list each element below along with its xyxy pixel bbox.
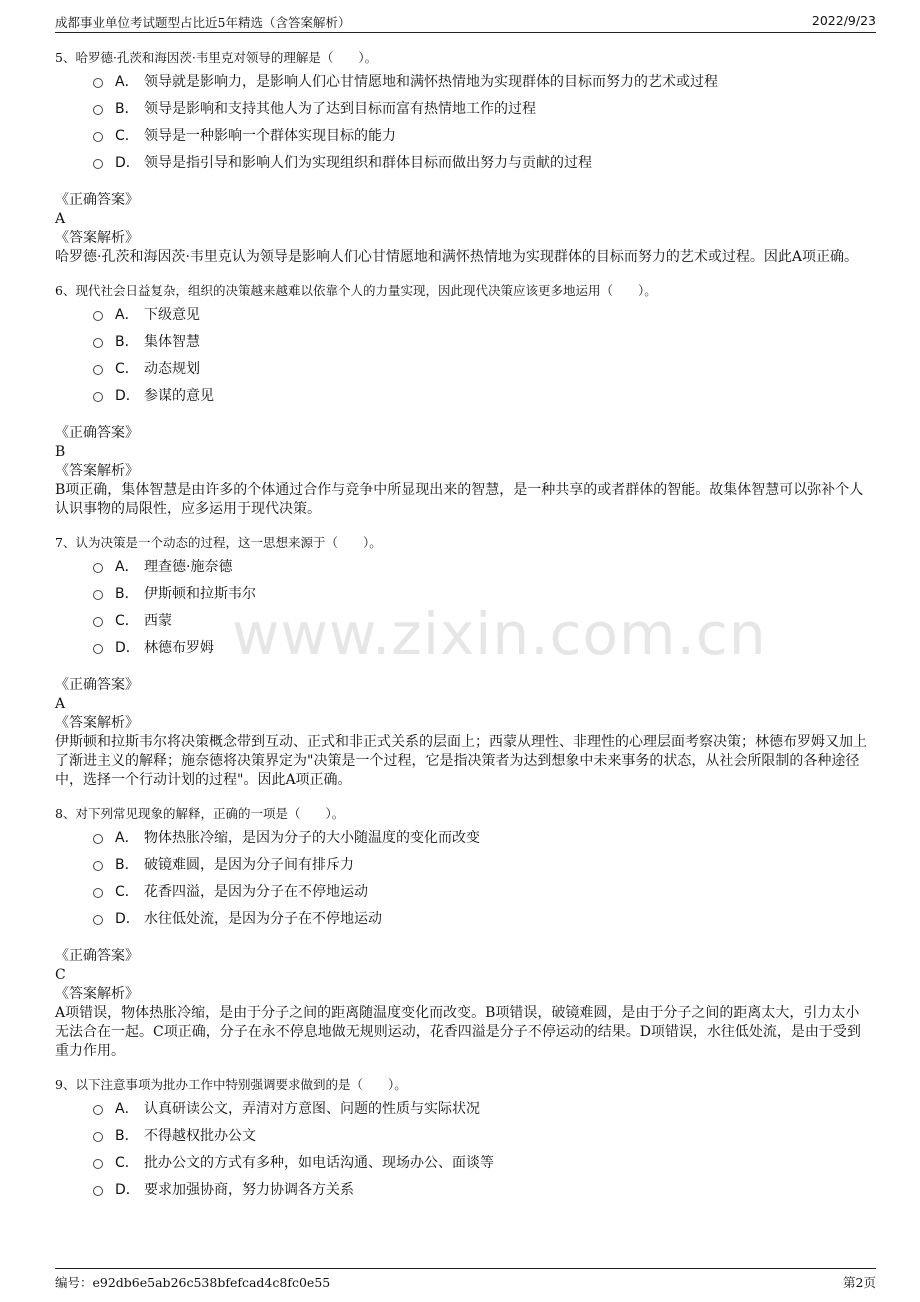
option-list bbox=[55, 69, 869, 177]
option-text: 物体热胀冷缩，是因为分子的大小随温度的变化而改变 bbox=[144, 830, 480, 846]
option-item[interactable] bbox=[93, 69, 869, 96]
option-letter: C． bbox=[115, 884, 139, 900]
correct-answer: A bbox=[55, 211, 66, 227]
option-letter: C． bbox=[115, 1155, 139, 1171]
question-text: 7、认为决策是一个动态的过程，这一思想来源于（ ）。 bbox=[55, 535, 382, 550]
radio-button-icon[interactable] bbox=[93, 1159, 103, 1169]
option-letter: B． bbox=[115, 586, 139, 602]
radio-button-icon[interactable] bbox=[93, 132, 103, 142]
option-item[interactable] bbox=[93, 150, 869, 177]
option-item[interactable] bbox=[93, 852, 869, 879]
option-item[interactable] bbox=[93, 879, 869, 906]
question-block bbox=[55, 806, 869, 1061]
radio-button-icon[interactable] bbox=[93, 563, 103, 573]
option-item[interactable] bbox=[93, 608, 869, 635]
option-item[interactable] bbox=[93, 329, 869, 356]
answer-section bbox=[55, 947, 869, 1061]
answer-label: 《正确答案》 bbox=[55, 425, 139, 441]
option-item[interactable] bbox=[93, 825, 869, 852]
option-item[interactable] bbox=[93, 356, 869, 383]
radio-button-icon[interactable] bbox=[93, 365, 103, 375]
radio-button-icon[interactable] bbox=[93, 861, 103, 871]
radio-button-icon[interactable] bbox=[93, 834, 103, 844]
option-text: 认真研读公文，弄清对方意图、问题的性质与实际状况 bbox=[144, 1101, 480, 1117]
option-text: 理查德·施奈德 bbox=[144, 559, 233, 575]
option-letter: D． bbox=[115, 388, 140, 404]
radio-button-icon[interactable] bbox=[93, 1132, 103, 1142]
analysis-text: A项错误，物体热胀冷缩，是由于分子之间的距离随温度变化而改变。B项错误，破镜难圆，是由于分子之间的距离太大，引力太小无法合在一起。C项正确，分子在永不停息地做无规则运动，花香四溢是分子不停运动的结果。D项错误，水往低处流，是由于受到重力作用。 bbox=[55, 1005, 861, 1059]
radio-button-icon[interactable] bbox=[93, 78, 103, 88]
option-text: 伊斯顿和拉斯韦尔 bbox=[144, 586, 256, 602]
radio-button-icon[interactable] bbox=[93, 915, 103, 925]
document-title: 成都事业单位考试题型占比近5年精选（含答案解析） bbox=[55, 15, 351, 30]
option-item[interactable] bbox=[93, 1123, 869, 1150]
option-text: 批办公文的方式有多种，如电话沟通、现场办公、面谈等 bbox=[144, 1155, 494, 1171]
question-text: 5、哈罗德·孔茨和海因茨·韦里克对领导的理解是（ ）。 bbox=[55, 50, 378, 65]
correct-answer: B bbox=[55, 444, 66, 460]
option-letter: A． bbox=[115, 1101, 139, 1117]
option-text: 领导就是影响力，是影响人们心甘情愿地和满怀热情地为实现群体的目标而努力的艺术或过程 bbox=[144, 74, 718, 90]
analysis-text: B项正确，集体智慧是由许多的个体通过合作与竞争中所显现出来的智慧，是一种共享的或者群体的智能。故集体智慧可以弥补个人认识事物的局限性，应多运用于现代决策。 bbox=[55, 482, 864, 517]
option-item[interactable] bbox=[93, 1150, 869, 1177]
option-letter: A． bbox=[115, 830, 139, 846]
radio-button-icon[interactable] bbox=[93, 644, 103, 654]
option-item[interactable] bbox=[93, 96, 869, 123]
radio-button-icon[interactable] bbox=[93, 1186, 103, 1196]
option-text: 破镜难圆，是因为分子间有排斥力 bbox=[144, 857, 354, 873]
option-letter: C． bbox=[115, 128, 139, 144]
option-list bbox=[55, 554, 869, 662]
radio-button-icon[interactable] bbox=[93, 617, 103, 627]
option-text: 西蒙 bbox=[144, 613, 172, 629]
option-text: 集体智慧 bbox=[144, 334, 200, 350]
option-item[interactable] bbox=[93, 554, 869, 581]
radio-button-icon[interactable] bbox=[93, 311, 103, 321]
option-item[interactable] bbox=[93, 1177, 869, 1204]
analysis-label: 《答案解析》 bbox=[55, 463, 139, 479]
radio-button-icon[interactable] bbox=[93, 105, 103, 115]
option-letter: C． bbox=[115, 613, 139, 629]
option-item[interactable] bbox=[93, 123, 869, 150]
correct-answer: A bbox=[55, 696, 66, 712]
option-letter: D． bbox=[115, 1182, 140, 1198]
page-number: 第2页 bbox=[843, 1275, 876, 1290]
question-block bbox=[55, 50, 869, 267]
radio-button-icon[interactable] bbox=[93, 590, 103, 600]
analysis-text: 哈罗德·孔茨和海因茨·韦里克认为领导是影响人们心甘情愿地和满怀热情地为实现群体的目标而努力的艺术或过程。因此A项正确。 bbox=[55, 249, 859, 265]
option-text: 参谋的意见 bbox=[144, 388, 214, 404]
option-letter: D． bbox=[115, 155, 140, 171]
option-text: 林德布罗姆 bbox=[144, 640, 214, 656]
option-item[interactable] bbox=[93, 1096, 869, 1123]
answer-section bbox=[55, 424, 869, 519]
radio-button-icon[interactable] bbox=[93, 888, 103, 898]
question-block bbox=[55, 535, 869, 790]
analysis-label: 《答案解析》 bbox=[55, 230, 139, 246]
option-letter: D． bbox=[115, 911, 140, 927]
question-block bbox=[55, 283, 869, 519]
correct-answer: C bbox=[55, 967, 66, 983]
option-letter: D． bbox=[115, 640, 140, 656]
radio-button-icon[interactable] bbox=[93, 159, 103, 169]
answer-label: 《正确答案》 bbox=[55, 677, 139, 693]
option-letter: B． bbox=[115, 857, 139, 873]
option-item[interactable] bbox=[93, 906, 869, 933]
option-text: 水往低处流，是因为分子在不停地运动 bbox=[144, 911, 382, 927]
option-letter: B． bbox=[115, 334, 139, 350]
analysis-label: 《答案解析》 bbox=[55, 986, 139, 1002]
question-list bbox=[55, 40, 869, 1204]
option-text: 领导是指引导和影响人们为实现组织和群体目标而做出努力与贡献的过程 bbox=[144, 155, 592, 171]
radio-button-icon[interactable] bbox=[93, 392, 103, 402]
option-item[interactable] bbox=[93, 302, 869, 329]
option-text: 领导是一种影响一个群体实现目标的能力 bbox=[144, 128, 396, 144]
option-list bbox=[55, 302, 869, 410]
document-date: 2022/9/23 bbox=[811, 13, 876, 28]
answer-section bbox=[55, 676, 869, 790]
document-code: 编号：e92db6e5ab26c538bfefcad4c8fc0e55 bbox=[55, 1275, 331, 1290]
option-text: 要求加强协商，努力协调各方关系 bbox=[144, 1182, 354, 1198]
analysis-text: 伊斯顿和拉斯韦尔将决策概念带到互动、正式和非正式关系的层面上；西蒙从理性、非理性的心理层面考察决策；林德布罗姆又加上了渐进主义的解释；施奈德将决策界定为"决策是一个过程，它是指决策者为达到想象中未来事务的状态，从社会所限制的各种途径中，选择一个行动计划的过程"。因此A项正确。 bbox=[55, 734, 867, 788]
page-footer bbox=[55, 1268, 876, 1293]
option-item[interactable] bbox=[93, 635, 869, 662]
question-text: 8、对下列常见现象的解释，正确的一项是（ ）。 bbox=[55, 806, 345, 821]
option-item[interactable] bbox=[93, 581, 869, 608]
option-letter: A． bbox=[115, 307, 139, 323]
question-text: 9、以下注意事项为批办工作中特别强调要求做到的是（ ）。 bbox=[55, 1077, 407, 1092]
option-text: 下级意见 bbox=[144, 307, 200, 323]
option-text: 不得越权批办公文 bbox=[144, 1128, 256, 1144]
answer-section bbox=[55, 191, 869, 267]
option-letter: A． bbox=[115, 559, 139, 575]
analysis-label: 《答案解析》 bbox=[55, 715, 139, 731]
option-letter: B． bbox=[115, 101, 139, 117]
option-list bbox=[55, 1096, 869, 1204]
option-text: 动态规划 bbox=[144, 361, 200, 377]
answer-label: 《正确答案》 bbox=[55, 948, 139, 964]
question-text: 6、现代社会日益复杂，组织的决策越来越难以依靠个人的力量实现，因此现代决策应该更多地运用（ ）。 bbox=[55, 283, 657, 298]
radio-button-icon[interactable] bbox=[93, 338, 103, 348]
watermark: www.zixin.com.cn bbox=[232, 600, 767, 668]
option-letter: B． bbox=[115, 1128, 139, 1144]
radio-button-icon[interactable] bbox=[93, 1105, 103, 1115]
page-header bbox=[55, 10, 876, 33]
option-letter: C． bbox=[115, 361, 139, 377]
option-list bbox=[55, 825, 869, 933]
option-letter: A． bbox=[115, 74, 139, 90]
option-text: 花香四溢，是因为分子在不停地运动 bbox=[144, 884, 368, 900]
option-item[interactable] bbox=[93, 383, 869, 410]
option-text: 领导是影响和支持其他人为了达到目标而富有热情地工作的过程 bbox=[144, 101, 536, 117]
question-block bbox=[55, 1077, 869, 1204]
answer-label: 《正确答案》 bbox=[55, 192, 139, 208]
